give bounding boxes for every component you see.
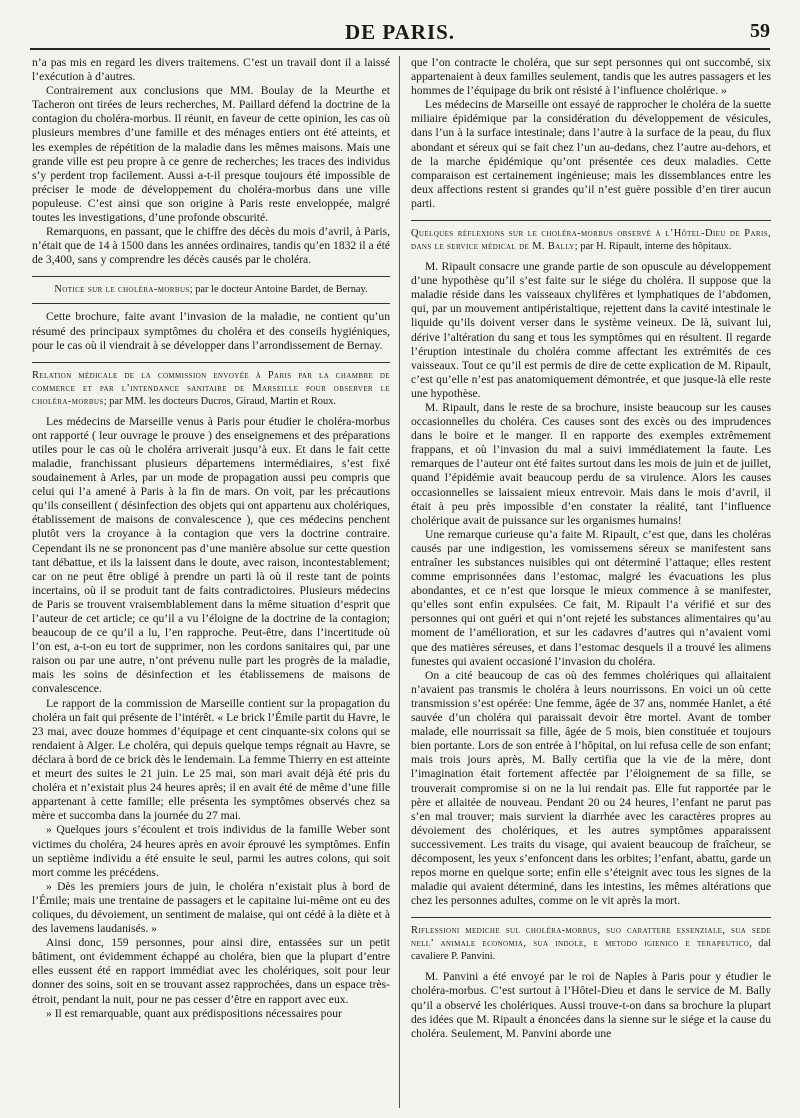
article-title-main: Notice sur le choléra-morbus — [54, 284, 190, 296]
divider — [32, 303, 390, 304]
paragraph: » Quelques jours s’écoulent et trois individus de la famille Weber sont victimes du choléra, 24 heures après en avoir éprouvé les symptômes. Enfin un septième individu a été ensuite le seul, parmi les autres colons, qui soit mort comme les précédens. — [32, 823, 390, 879]
paragraph: M. Ripault consacre une grande partie de son opuscule au développement d’une hypothèse qu’il s’est faite sur le siége du choléra. Il suppose que la maladie réside dans les vaisseaux chylifères et lymphatiques de l’abdomen, qui, par un mouvement antipéristaltique, rejettent dans la cavité intestinale le liquide qu’ils doivent verser dans le système veineux. De là, suivant lui, dérive l’altération du sang et tous les symptômes qui en résultent. Il regarde l’éruption intestinale du choléra comme affectant les extrémités de ces vaisseaux. Tout ce qu’il est permis de dire de cette explication de M. Ripault, c’est qu’elle n’est pas anatomiquement démontrée, et que jusque-là elle reste une hypothèse. — [411, 260, 771, 400]
paragraph: Une remarque curieuse qu’a faite M. Ripault, c’est que, dans les choléras causés par une indigestion, les vomissemens séreux se manifestent sans entraîner les substances nuisibles qui ont déterminé l’attaque; elles restent comme emprisonnées dans l’estomac, malgré les évacuations les plus abondantes, et ce n’est que lorsque le mieux commence à se manifester, qu’elles sont enfin expulsées. Ce fait, M. Ripault l’a vérifié et sur des personnes qui ont guéri et qui n’ont rejeté les substances alimentaires qu’au moment de l’amélioration, et sur les cadavres d’autres qui n’avaient vomi que des matières séreuses, et dans l’estomac desquels il a trouvé les alimens funestes qui avaient occasioné l’invasion du choléra. — [411, 527, 771, 668]
page-header — [30, 18, 770, 50]
paragraph: On a cité beaucoup de cas où des femmes cholériques qui allaitaient n’avaient pas transmis le choléra à leurs nourrissons. En voici un où cette transmission s’est opérée: Une femme, âgée de 37 ans, nommée Hanlet, a été sauvée d’un choléra qui paraissait devoir être mortel. Avant de tomber malade, elle nourrissait sa fille, âgée de 5 mois, bien constituée et toujours bien portante. Lors de son entrée à l’hôpital, on lui refusa celle de son enfant; mais trois jours après, M. Bally certifia que la vie de la mère, dont l’imagination était fortement affectée par l’éloignement de sa fille, se trouverait compromise si on ne la lui rendait pas. Elle fut rapportée par le père et allaitée de nouveau. Pendant 20 ou 24 heures, l’enfant ne parut pas s’en mal trouver; mais survient la diarrhée avec les caractères propres au dévoiement des cholériques, et les autres symptômes apparaissent successivement. Les traits du visage, qui avaient beaucoup de fraîcheur, se décomposent, les yeux s’enfoncent dans les orbites; l’enfant, abattu, garde un repos morne en quelque sorte; enfin elle s’éteignit avec tous les signes de la maladie qui avaient déterminé, dans les intestins, les mêmes altérations que chez les personnes adultes, comme on le vit après la mort. — [411, 668, 771, 908]
article-title-author: ; par H. Ripault, interne des hôpitaux. — [574, 241, 732, 253]
paragraph: que l’on contracte le choléra, que sur sept personnes qui ont succombé, six appartenaient à deux familles seulement, tandis que les autres passagers et les hommes de l’équipage du brik ont résisté à l’influence cholérique. » — [411, 56, 771, 98]
paragraph: Le rapport de la commission de Marseille contient sur la propagation du choléra un fait qui présente de l’intérêt. « Le brick l’Émile partit du Havre, le 23 mai, avec douze hommes d’équipage et cent cinquante-six colons qui se rendaient à Alger. Le choléra, qui depuis quelque temps régnait au Havre, se déclara à bord de ce brick dès le lendemain. La femme Thierry en est atteinte et meurt des suites le 21 juin. Le 25 mai, son mari avait déjà été pris du choléra et n’existait plus 24 heures après; il en avait été de même d’une fille appartenant à cette famille; elle présenta les symptômes observés chez sa mère et succomba dans la journée du 27 mai. — [32, 696, 390, 823]
article-title — [32, 362, 390, 408]
paragraph: Contrairement aux conclusions que MM. Boulay de la Meurthe et Tacheron ont tirées de leurs recherches, M. Paillard défend la doctrine de la contagion du choléra-morbus. Il réunit, en faveur de cette opinion, les cas où plusieurs membres d’une famille et des ménages entiers ont été atteints, et les exemples de répétition de la maladie dans les mêmes maisons. Mais une grande ville est peu propre à ce genre de recherches; les traces des individus s’y perdent trop facilement. Aussi a-t-il presque toujours été impossible de préciser le mode de développement du choléra-morbus dans une ville populeuse. C’est ainsi que son origine à Paris reste enveloppée, malgré toutes les investigations, d’une profonde obscurité. — [32, 84, 390, 225]
paragraph: Ainsi donc, 159 personnes, pour ainsi dire, entassées sur un petit bâtiment, ont évidemment échappé au choléra, bien que la plupart d’entre elles eussent été en rapport immédiat avec les cholériques, soit pour leur donner des soins, soit en se trouvant assez rapprochées, dans un espace très-étroit, pendant la nuit, pour ne pas cesser d’être en rapport avec eux. — [32, 936, 390, 1006]
paragraph: Les médecins de Marseille venus à Paris pour étudier le choléra-morbus ont rapporté ( leur ouvrage le prouve ) des enseignemens et des préparations utiles pour le cas où le choléra arriverait jusqu’à eux. Et dans le fait cette maladie, franchissant plusieurs départemens intermédiaires, s’est fixé soudainement à Arles, par un mode de propagation aussi peu compris que celui qui l’a amené à Paris à la fin de mars. On voit, par les précautions qu’ils conseillent ( désinfection des objets qui ont appartenu aux cholériques, établissement de maisons de convalescence ), que ces médecins penchent plutôt vers la croyance à la contagion que vers la doctrine contraire. Cependant ils ne se prononcent pas d’une manière absolue sur cette question tant débattue, et ils la laissent dans le doute, avec raison, incontestablement; car on ne peut être obligé à prendre un parti là où il reste tant de points incertains, où il se produit tant de faits contradictoires. Plusieurs médecins de Paris se trouvent vraisemblablement dans la même situation d’esprit que l’auteur de cet article; ce qu’il a vu l’éloigne de la doctrine de la contagion; beaucoup de ce qu’il a lu, l’en rapproche. Peut-être, dans l’incertitude où l’on est, a-t-on eu tort de supprimer, non les cordons sanitaires qui, par une raison ou par une autre, n’ont prévenu nulle part les progrès de la maladie, mais les soins de désinfection et les établissemens de maisons de convalescence. — [32, 414, 390, 696]
article-title-main: Riflessioni mediche sul choléra-morbus, suo carattere essenziale, sua sede nell’ animale economia, sua indole, e metodo igienico e terapeutico — [411, 925, 771, 950]
paragraph: Remarquons, en passant, que le chiffre des décès du mois d’avril, à Paris, n’était que de 14 à 1500 dans les années ordinaires, tandis qu’en 1832 il a été de 3,400, sans y comprendre les décès causés par le choléra. — [32, 225, 390, 267]
article-title-author: , dal cavaliere P. Panvini. — [411, 938, 771, 963]
article-title-main: Relation médicale de la commission envoyée à Paris par la chambre de commerce et par l’intendance sanitaire de Marseille pour observer le choléra-morbus — [32, 369, 390, 407]
paragraph: n’a pas mis en regard les divers traitemens. C’est un travail dont il a laissé l’exécution à d’autres. — [32, 56, 390, 84]
right-column — [411, 56, 771, 1108]
column-rule — [399, 56, 400, 1108]
page-number: 59 — [750, 20, 770, 42]
paragraph: » Il est remarquable, quant aux prédispositions nécessaires pour — [46, 1006, 342, 1020]
article-title — [411, 917, 771, 963]
article-title-main: Quelques réflexions sur le choléra-morbus observé à l’Hôtel-Dieu de Paris, dans le service médical de M. Bally — [411, 228, 771, 253]
article-title-author: ; par MM. les docteurs Ducros, Giraud, Martin et Roux. — [103, 395, 336, 407]
left-column — [32, 56, 390, 1108]
article-title-author: ; par le docteur Antoine Bardet, de Bernay. — [189, 284, 368, 296]
paragraph: » Dès les premiers jours de juin, le choléra n’existait plus à bord de l’Émile; mais une trentaine de passagers et le capitaine lui-même ont eu des coliques, du dévoiement, un sentiment de malaise, qui ont cédé à la diète et à des lavemens laudanisés. » — [32, 879, 390, 936]
paragraph: M. Panvini a été envoyé par le roi de Naples à Paris pour y étudier le choléra-morbus. C’est surtout à l’Hôtel-Dieu et dans le service de M. Bally qu’il a observé les cholériques. Aussi trouve-t-on dans sa brochure la plupart des idées que M. Ripault a énoncées dans la sienne sur le siége et la cause du choléra. Seulement, M. Panvini aborde une — [411, 970, 771, 1040]
article-title — [32, 276, 390, 296]
article-title — [411, 220, 771, 253]
paragraph: Cette brochure, faite avant l’invasion de la maladie, ne contient qu’un résumé des principaux symptômes du choléra et des conseils hygiéniques, pour le cas où il viendrait à se développer dans l’arrondissement de Bernay. — [32, 310, 390, 352]
paragraph: M. Ripault, dans le reste de sa brochure, insiste beaucoup sur les causes occasionnelles du choléra. Ces causes sont des excès ou des imprudences dans le boire et le manger. Il en rapporte des exemples extrêmement frappans, et où l’invasion du mal a suivi immédiatement la faute. Les remarques de l’auteur ont été faites surtout dans les mois de juin et de juillet, quand l’épidémie avait beaucoup perdu de sa virulence. Alors les causes occasionnelles se laissaient mieux entrevoir. Mais dans le mois d’avril, il était à peu près impossible d’en constater la réalité, tant l’influence cholérique avait de puissance sur les organismes humains! — [411, 400, 771, 527]
running-title: DE PARIS. — [344, 20, 456, 44]
paragraph: Les médecins de Marseille ont essayé de rapprocher le choléra de la suette miliaire épidémique par la considération du développement de vésicules, dans l’un à la surface intestinale; dans l’autre à la surface de la peau, du flux abondant et séreux qui se fait chez l’un au-dedans, chez l’autre au-dehors, et de la marche épidémique qu’ont présentée ces deux maladies. Cette comparaison est certainement ingénieuse; mais les dissemblances entre les deux affections restent si grandes qu’il n’est guère possible d’en tirer aucun parti. — [411, 98, 771, 210]
